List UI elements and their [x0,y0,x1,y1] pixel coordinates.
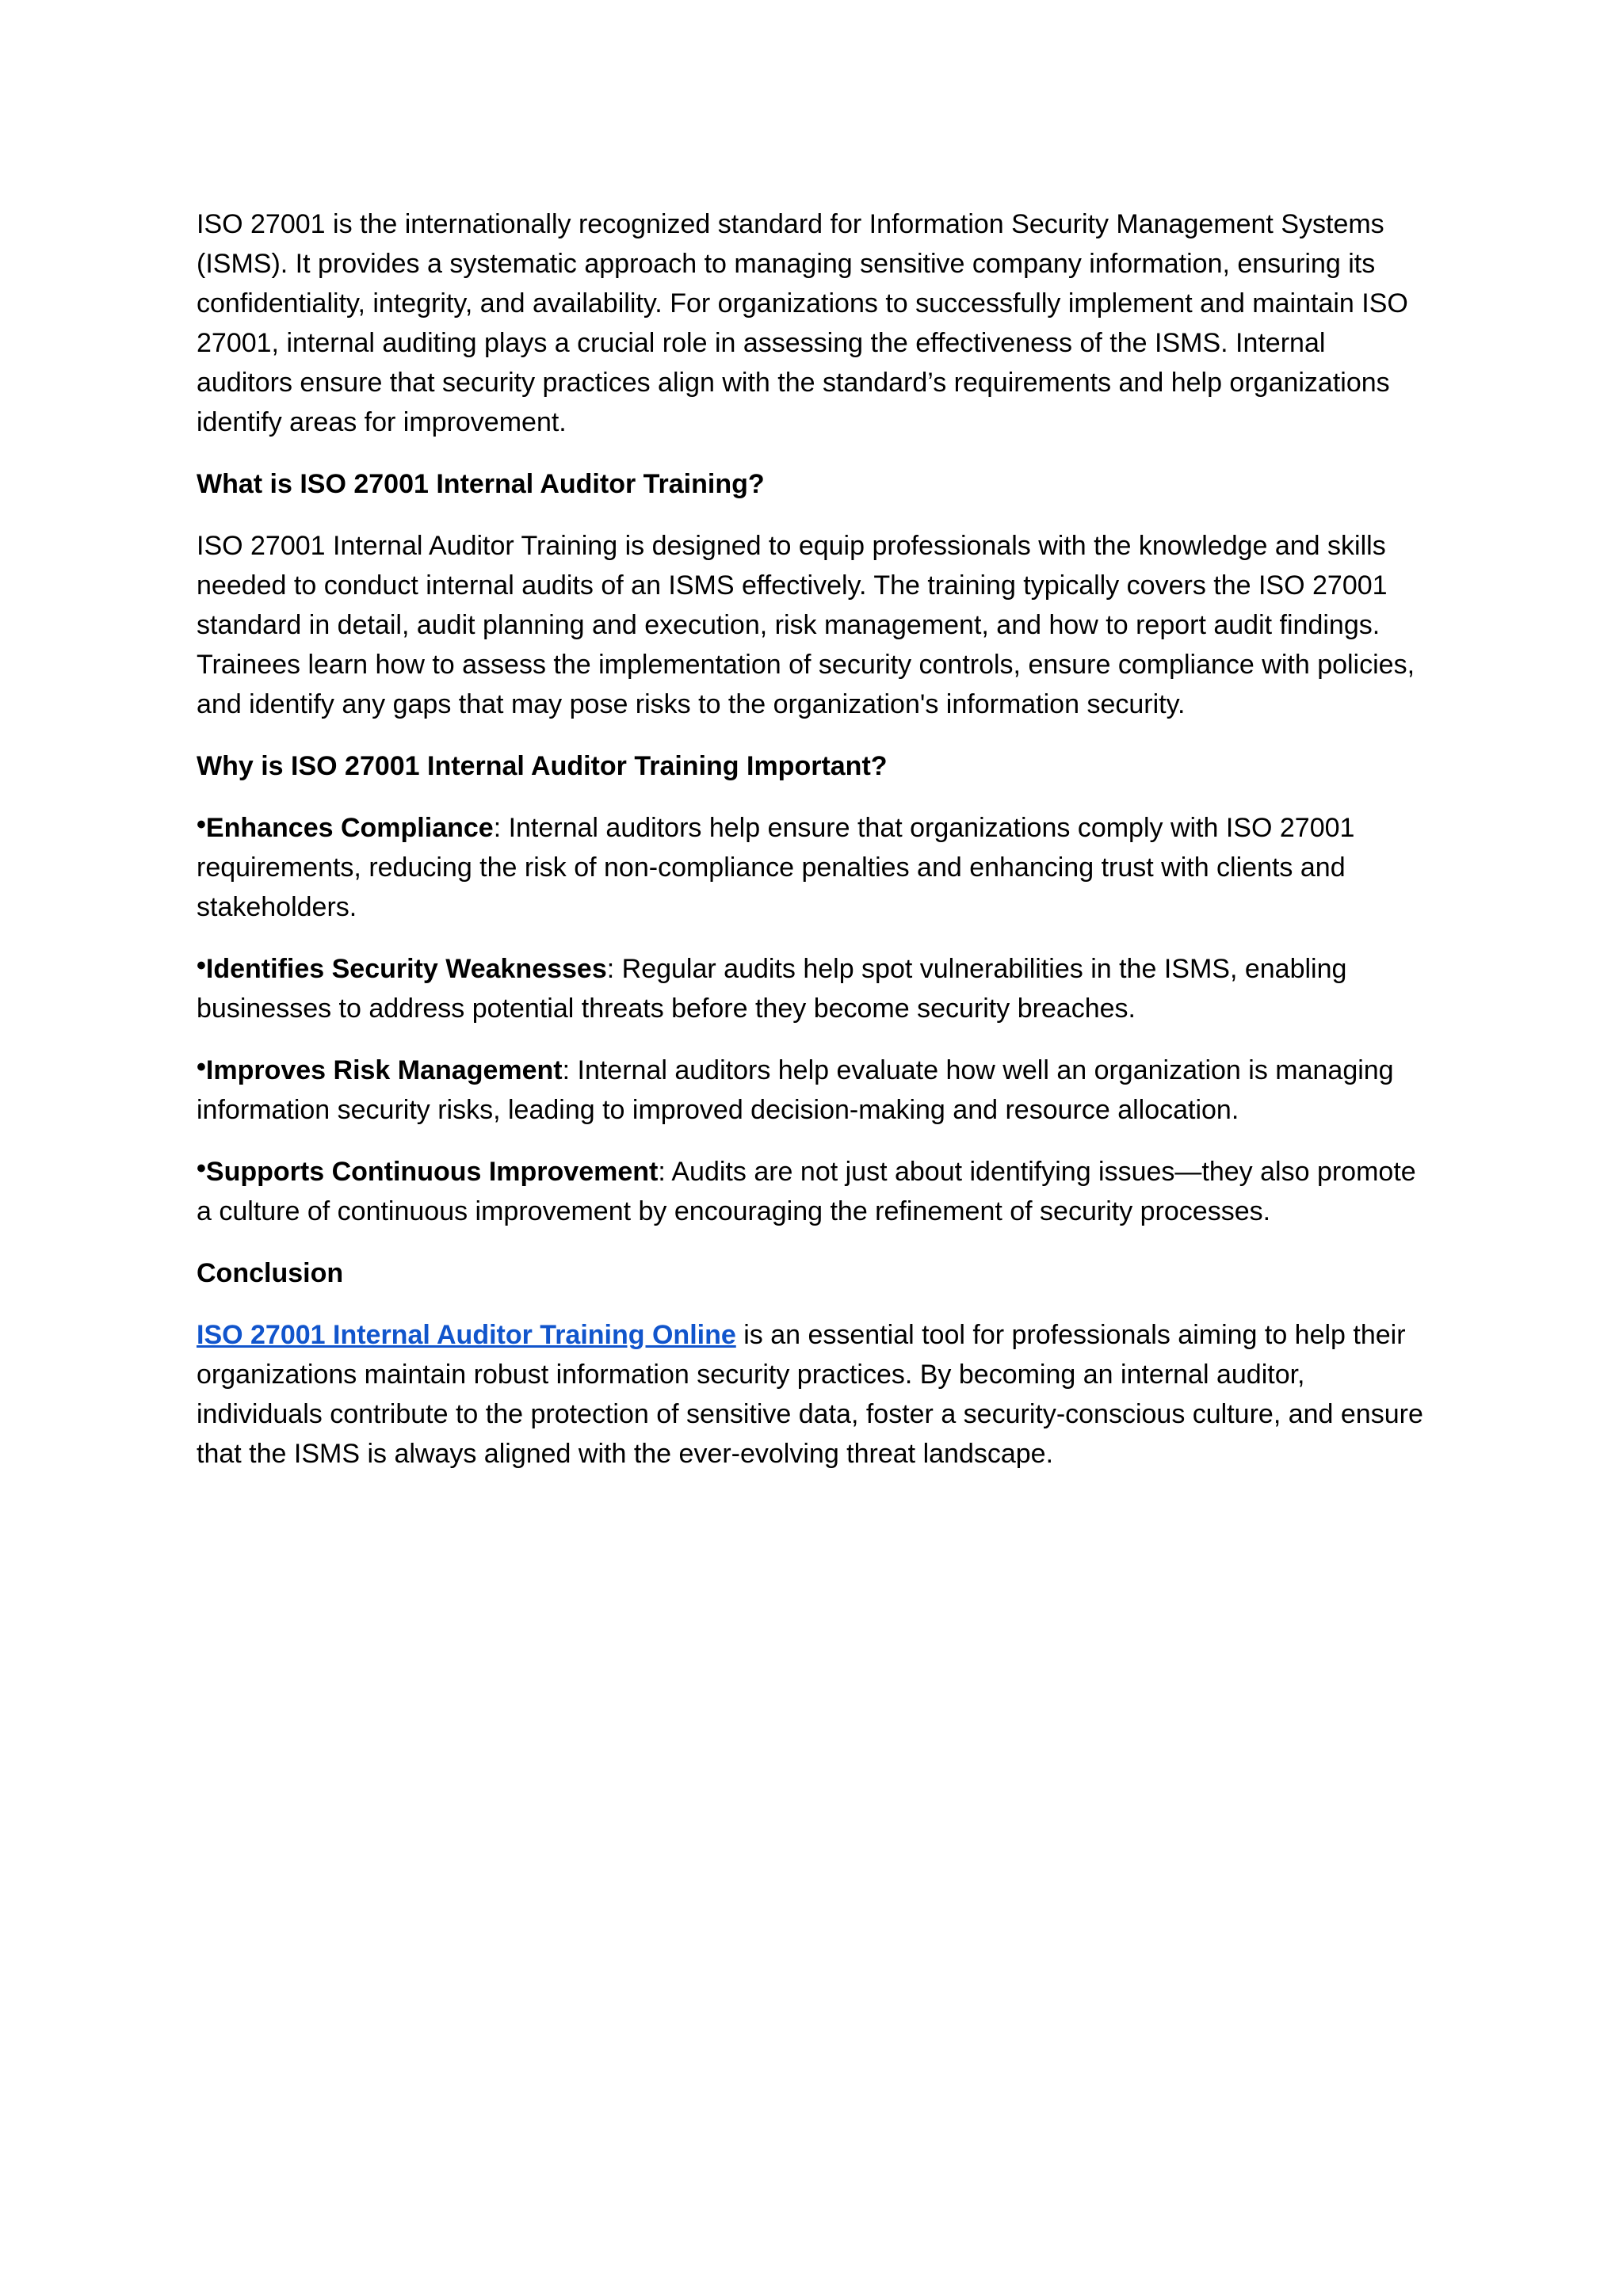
bullet-text: : Internal auditors help ensure that organizations comply with ISO 27001 requirements, reducing the risk of non-compliance penalties and enhancing trust with clients and stakeholders. [197,813,1355,922]
bullet-term: Supports Continuous Improvement [205,1157,659,1187]
heading-what-is-training: What is ISO 27001 Internal Auditor Training? [197,469,765,499]
bullet-item-continuous-improvement [197,1152,1426,1231]
what-is-training-paragraph: ISO 27001 Internal Auditor Training is designed to equip professionals with the knowledge and skills needed to conduct internal audits of an ISMS effectively. The training typically covers the ISO 27001 standard in detail, audit planning and execution, risk management, and how to report audit findings. Trainees learn how to assess the implementation of security controls, ensure compliance with policies, and identify any gaps that may pose risks to the organization's information security. [197,531,1415,719]
bullet-text: : Audits are not just about identifying issues—they also promote a culture of continuous improvement by encouraging the refinement of security processes. [197,1157,1416,1226]
bullet-icon: • [197,1052,206,1082]
bullet-icon: • [197,1154,206,1184]
bullet-item-improves-risk-management [197,1051,1426,1130]
bullet-text: : Regular audits help spot vulnerabilities in the ISMS, enabling businesses to address potential threats before they become security breaches. [197,954,1347,1024]
bullet-icon: • [197,951,206,981]
training-online-link[interactable]: ISO 27001 Internal Auditor Training Online [197,1320,736,1350]
bullet-item-identifies-weaknesses [197,949,1426,1028]
heading-conclusion: Conclusion [197,1258,344,1288]
bullet-term: Improves Risk Management [205,1055,563,1085]
conclusion-text: is an essential tool for professionals aiming to help their organizations maintain robust information security practices. By becoming an internal auditor, individuals contribute to the protection of sensitive data, foster a security-conscious culture, and ensure that the ISMS is always aligned with the ever-evolving threat landscape. [197,1320,1423,1469]
conclusion-paragraph [197,1315,1426,1474]
bullet-item-enhances-compliance [197,808,1426,927]
bullet-term: Identifies Security Weaknesses [205,954,607,984]
intro-paragraph: ISO 27001 is the internationally recognized standard for Information Security Management Systems (ISMS). It provides a systematic approach to managing sensitive company information, ensuring its confidentiality, integrity, and availability. For organizations to successfully implement and maintain ISO 27001, internal auditing plays a crucial role in assessing the effectiveness of the ISMS. Internal auditors ensure that security practices align with the standard’s requirements and help organizations identify areas for improvement. [197,209,1408,437]
bullet-text: : Internal auditors help evaluate how well an organization is managing information security risks, leading to improved decision-making and resource allocation. [197,1055,1394,1125]
heading-why-important: Why is ISO 27001 Internal Auditor Training Important? [197,751,888,781]
bullet-icon: • [197,810,206,840]
bullet-term: Enhances Compliance [205,813,494,843]
